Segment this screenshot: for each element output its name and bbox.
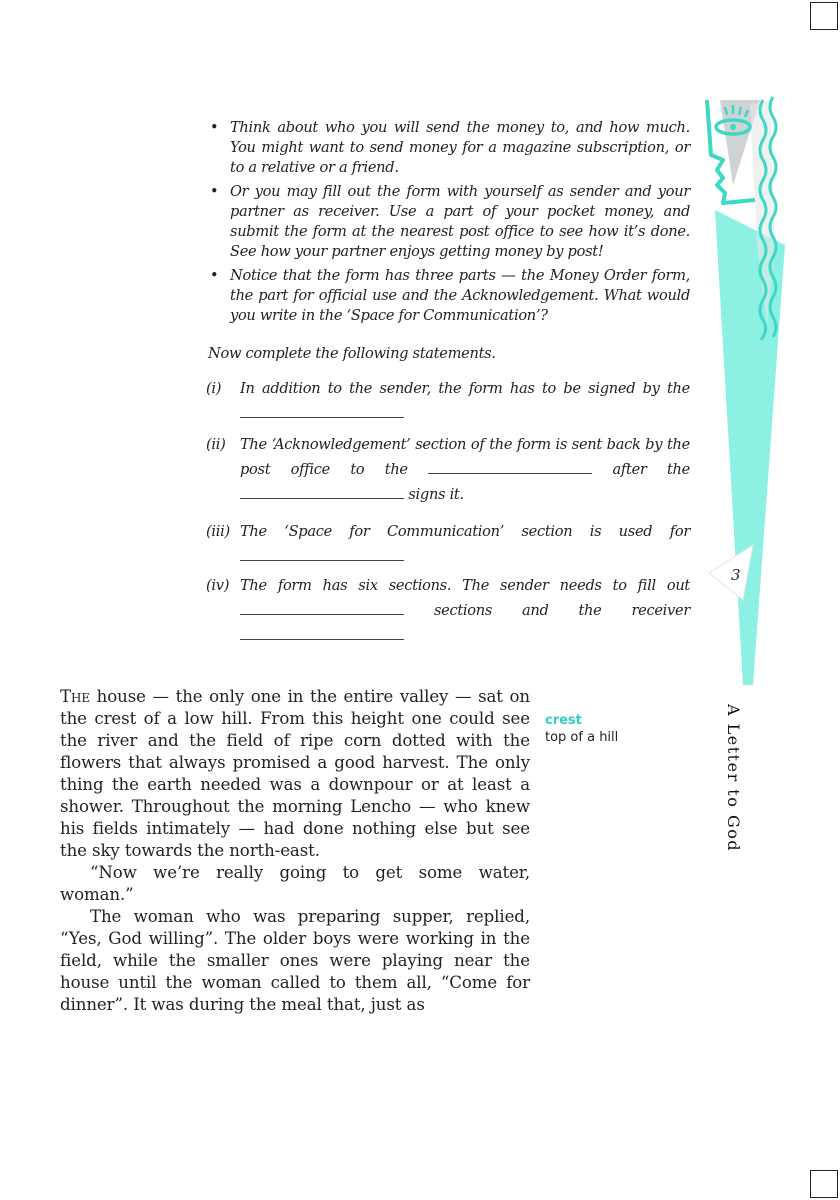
statement-text: The form has six sections. The sender needs to fill out	[240, 577, 690, 594]
statement-text: signs it.	[408, 486, 464, 503]
statement-iv	[208, 573, 690, 640]
statement-text: sections and the receiver	[433, 602, 690, 619]
statement-number: (iv)	[206, 577, 230, 594]
story-text	[60, 686, 530, 1016]
statement-text: The ‘Acknowledgement’ section of the form is sent back by the post office to the	[240, 436, 690, 478]
story-paragraph: “Now we’re really going to get some water, woman.”	[60, 863, 530, 904]
statement-number: (i)	[206, 380, 222, 397]
glossary-meaning: top of a hill	[545, 730, 619, 745]
instructions: Now complete the following statements.	[208, 345, 496, 362]
statement-number: (iii)	[206, 523, 230, 540]
glossary-note	[545, 712, 618, 746]
statement-text: after the	[612, 461, 690, 478]
answer-blank[interactable]	[428, 459, 592, 474]
glossary-word: crest	[545, 713, 582, 728]
statement-text: In addition to the sender, the form has to be signed by the	[240, 380, 690, 397]
chapter-title: A Letter to God	[724, 704, 743, 853]
answer-blank[interactable]	[240, 548, 404, 561]
story-paragraph: The woman who was preparing supper, replied, “Yes, God willing”. The older boys were working in the field, while the smaller ones were playing near the house until the woman called to them all, “Come for dinner”. It was during the meal that, just as	[60, 907, 530, 1014]
crop-mark-bottom	[810, 1170, 838, 1198]
statement-iii	[208, 519, 690, 561]
statement-ii	[208, 432, 690, 507]
activity-bullet: • Notice that the form has three parts — the Money Order form, the part for official use and the Acknowledgement. What would you write in the ‘Space for Communication’?	[208, 266, 690, 326]
statement-i	[208, 376, 690, 418]
statement-text: The ‘Space for Communication’ section is used for	[240, 523, 690, 540]
activity-bullet: • Think about who you will send the money to, and how much. You might want to send money for a magazine subscription, or to a relative or a friend.	[208, 118, 690, 178]
answer-blank[interactable]	[240, 627, 404, 640]
statement-number: (ii)	[206, 436, 226, 453]
story-paragraph-text: house — the only one in the entire valley — sat on the crest of a low hill. From this height one could see the river and the field of ripe corn dotted with the flowers that always promised a good harvest. The only thing the earth needed was a downpour or at least a shower. Throughout the morning Lencho — who knew his fields intimately — had done nothing else but see the sky towards the north-east.	[60, 687, 530, 860]
story-paragraph	[60, 686, 530, 862]
answer-blank[interactable]	[240, 600, 404, 615]
crop-mark-top	[810, 2, 838, 30]
page-number: 3	[731, 566, 741, 584]
activity-bullet: • Or you may fill out the form with yourself as sender and your partner as receiver. Use a part of your pocket money, and submit the form at the nearest post office to see how it’s done. See how your partner enjoys getting money by post!	[208, 182, 690, 262]
story-first-word: The	[60, 687, 90, 706]
answer-blank[interactable]	[240, 405, 404, 418]
decorative-face-illustration	[695, 85, 795, 685]
answer-blank[interactable]	[240, 484, 404, 499]
activity-section	[208, 118, 690, 640]
